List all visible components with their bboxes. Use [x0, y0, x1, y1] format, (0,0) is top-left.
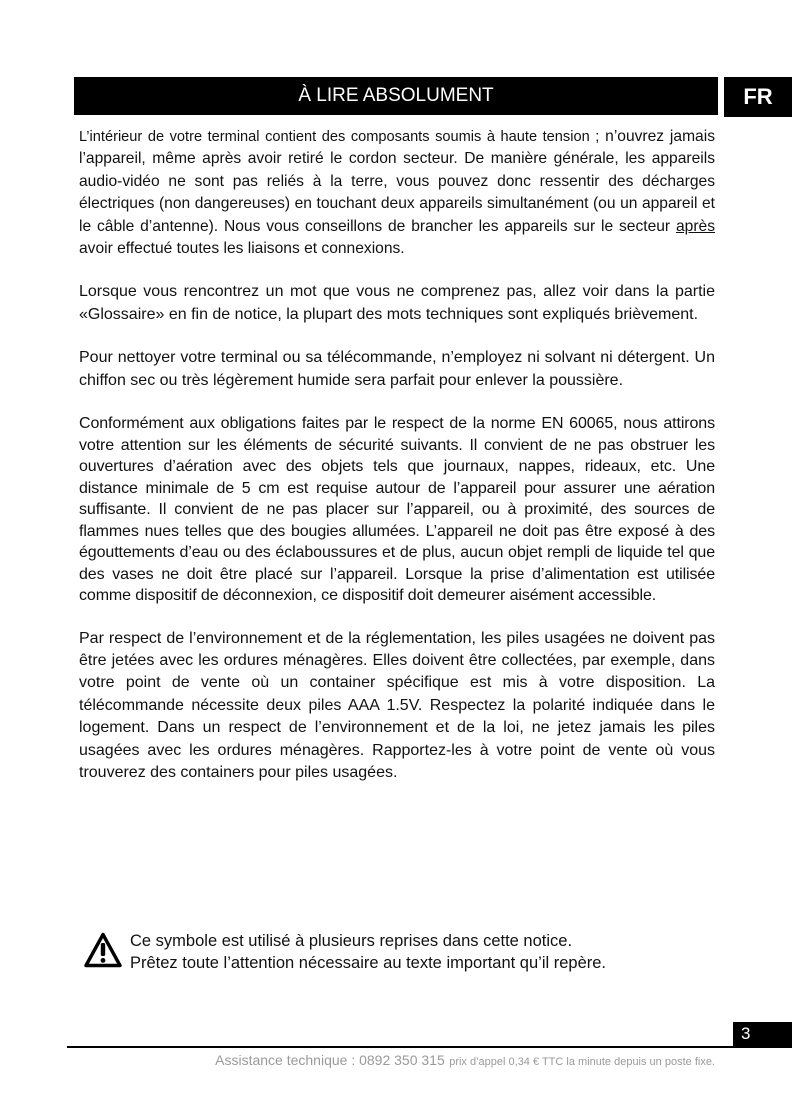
warning-line-1: Ce symbole est utilisé à plusieurs reprises dans cette notice. — [130, 932, 573, 950]
paragraph-cleaning: Pour nettoyer votre terminal ou sa télécommande, n’employez ni solvant ni détergent. Un chiffon sec ou très légèrement humide sera parfait pour enlever la poussière. — [79, 349, 715, 389]
paragraph-glossary: Lorsque vous rencontrez un mot que vous ne comprenez pas, allez voir dans la partie «Glossaire» en fin de notice, la plupart des mots techniques sont expliqués brièvement. — [79, 283, 715, 323]
warning-note — [84, 930, 724, 978]
paragraph-safety-norm: Conformément aux obligations faites par le respect de la norme EN 60065, nous attirons votre attention sur les éléments de sécurité suivants. Il convient de ne pas obstruer les ouvertures d’aération avec des objets tels que journaux, nappes, rideaux, etc. Une distance minimale de 5 cm est requise autour de l’appareil pour assurer une aération suffisante. Il convient de ne pas placer sur l’appareil, ou à proximité, des sources de flammes nues telles que des bougies allumées. L’appareil ne doit pas être exposé à des égouttements d’eau ou des éclaboussures et de plus, aucun objet rempli de liquide tel que des vases ne doit être placé sur l’appareil. Lorsque la prise d’alimentation est utilisée comme dispositif de déconnexion, ce dispositif doit demeurer aisément accessible. — [79, 415, 715, 605]
warning-line-2: Prêtez toute l’attention nécessaire au texte important qu’il repère. — [130, 954, 607, 972]
paragraph-batteries: Par respect de l’environnement et de la réglementation, les piles usagées ne doivent pas être jetées avec les ordures ménagères. Elles doivent être collectées, par exemple, dans votre point de vente où un container spécifique est mis à votre disposition. La télécommande nécessite deux piles AAA 1.5V. Respectez la polarité indiquée dans le logement. Dans un respect de l’environnement et de la loi, ne jetez jamais les piles usagées avec les ordures ménagères. Rapportez-les à votre point de vente où vous trouverez des containers pour piles usagées. — [79, 629, 715, 781]
underlined-word-apres: après — [675, 217, 715, 235]
footer-divider — [67, 1046, 792, 1048]
section-title-bar: À LIRE ABSOLUMENT — [74, 77, 718, 115]
call-pricing: prix d’appel 0,34 € TTC la minute depuis un poste fixe. — [449, 1056, 715, 1068]
support-phone: Assistance technique : 0892 350 315 — [215, 1052, 445, 1068]
paragraph-high-voltage-text-b: avoir effectué toutes les liaisons et connexions. — [79, 240, 405, 258]
page-number: 3 — [733, 1022, 792, 1046]
notice-body — [79, 126, 715, 805]
paragraph-high-voltage — [79, 126, 715, 260]
warning-triangle-icon — [84, 932, 122, 968]
footer-support — [67, 1052, 715, 1070]
language-tab: FR — [724, 77, 792, 117]
paragraph-high-voltage-line1: L’intérieur de votre terminal contient des composants soumis à haute tension ; — [79, 129, 600, 145]
paragraph-high-voltage-text-a: n’ouvrez jamais l’appareil, même après avoir retiré le cordon secteur. De manière générale, les appareils audio-vidéo ne sont pas reliés à la terre, vous pouvez donc ressentir des décharges électriques (non dangereuses) en touchant deux appareils simultanément (ou un appareil et le câble d’antenne). Nous vous conseillons de brancher les appareils sur le secteur — [79, 128, 715, 235]
